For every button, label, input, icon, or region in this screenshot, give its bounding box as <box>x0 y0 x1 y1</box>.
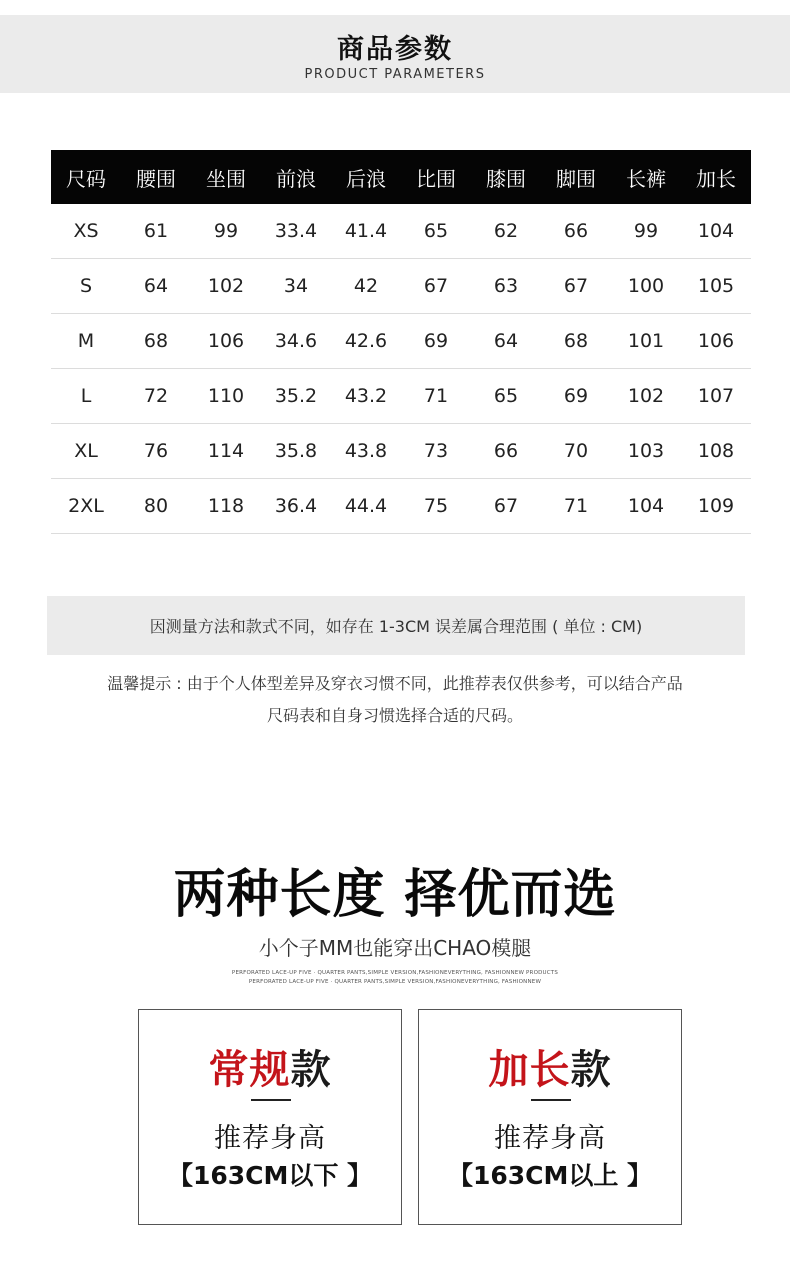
table-cell: 64 <box>143 275 169 297</box>
table-header-row <box>51 150 751 204</box>
table-cell: 102 <box>207 275 245 297</box>
card-height-range: 【163CM以下 】 <box>167 1161 373 1190</box>
table-cell: 61 <box>143 220 169 242</box>
card-title <box>419 1038 681 1095</box>
table-cell: 44.4 <box>344 495 388 517</box>
table-cell: 103 <box>627 440 665 462</box>
measurement-note <box>47 596 745 655</box>
table-cell: 63 <box>493 275 519 297</box>
table-cell: 68 <box>143 330 169 352</box>
size-tip-line: 温馨提示 : 由于个人体型差异及穿衣习惯不同，此推荐表仅供参考，可以结合产品 <box>107 674 683 693</box>
table-row <box>51 369 751 424</box>
card-regular-length <box>138 1009 402 1225</box>
column-header: 后浪 <box>346 166 386 191</box>
table-row <box>51 204 751 259</box>
table-cell: 68 <box>563 330 589 352</box>
table-row <box>51 424 751 479</box>
table-cell: 43.2 <box>344 385 388 407</box>
table-cell: 118 <box>207 495 245 517</box>
card-divider <box>531 1099 571 1101</box>
size-label-cell: S <box>79 275 93 297</box>
card-recommend-label: 推荐身高 <box>494 1123 606 1154</box>
table-row <box>51 314 751 369</box>
size-label-cell: XS <box>73 220 99 242</box>
card-long-length <box>418 1009 682 1225</box>
card-recommend-label: 推荐身高 <box>214 1123 326 1154</box>
table-row <box>51 259 751 314</box>
table-cell: 67 <box>563 275 589 297</box>
column-header: 脚围 <box>556 166 596 191</box>
table-cell: 75 <box>423 495 449 517</box>
table-cell: 101 <box>627 330 665 352</box>
table-row <box>51 479 751 534</box>
table-cell: 110 <box>207 385 245 407</box>
promo-slogan: 小个子MM也能穿出CHAO模腿 <box>258 936 532 960</box>
table-cell: 69 <box>563 385 589 407</box>
table-cell: 71 <box>423 385 449 407</box>
column-header: 坐围 <box>206 166 246 191</box>
table-cell: 67 <box>423 275 449 297</box>
column-header: 腰围 <box>136 166 176 191</box>
table-cell: 66 <box>493 440 519 462</box>
card-divider <box>251 1099 291 1101</box>
column-header: 尺码 <box>66 166 106 191</box>
size-tip-line: 尺码表和自身习惯选择合适的尺码。 <box>266 706 523 725</box>
table-cell: 104 <box>697 220 735 242</box>
table-cell: 35.8 <box>274 440 318 462</box>
card-title-suffix: 款 <box>570 1047 612 1093</box>
table-cell: 65 <box>493 385 519 407</box>
column-header: 膝围 <box>486 166 526 191</box>
table-cell: 106 <box>207 330 245 352</box>
column-header: 长裤 <box>626 166 666 191</box>
measurement-note-text: 因测量方法和款式不同，如存在 1-3CM 误差属合理范围 ( 单位 : CM) <box>149 617 643 636</box>
table-cell: 67 <box>493 495 519 517</box>
table-cell: 66 <box>563 220 589 242</box>
card-title-suffix: 款 <box>290 1047 332 1093</box>
page-subtitle: PRODUCT PARAMETERS <box>304 67 486 82</box>
table-cell: 105 <box>697 275 735 297</box>
card-title-accent: 加长 <box>488 1047 571 1093</box>
table-cell: 109 <box>697 495 735 517</box>
table-cell: 34 <box>283 275 309 297</box>
table-cell: 107 <box>697 385 735 407</box>
card-height-range: 【163CM以上 】 <box>447 1161 653 1190</box>
column-header: 前浪 <box>276 166 316 191</box>
table-cell: 71 <box>563 495 589 517</box>
table-cell: 64 <box>493 330 519 352</box>
table-cell: 62 <box>493 220 519 242</box>
table-body <box>51 204 751 534</box>
table-cell: 69 <box>423 330 449 352</box>
size-table <box>51 150 751 534</box>
table-cell: 35.2 <box>274 385 318 407</box>
table-cell: 108 <box>697 440 735 462</box>
table-cell: 41.4 <box>344 220 388 242</box>
table-cell: 72 <box>143 385 169 407</box>
table-cell: 99 <box>213 220 239 242</box>
promo-title: 两种长度 择优而选 <box>173 865 617 925</box>
size-label-cell: 2XL <box>68 495 104 517</box>
table-cell: 114 <box>207 440 245 462</box>
table-cell: 76 <box>143 440 169 462</box>
table-cell: 43.8 <box>344 440 388 462</box>
size-label-cell: L <box>80 385 92 407</box>
size-label-cell: M <box>77 330 95 352</box>
promo-fine-print: PERFORATED LACE-UP FIVE · QUARTER PANTS,SIMPLE VERSION,FASHIONEVERYTHING, FASHIONNEW <box>248 979 542 985</box>
card-title-accent: 常规 <box>208 1047 291 1093</box>
table-cell: 42.6 <box>344 330 388 352</box>
header-banner <box>0 15 790 93</box>
table-cell: 100 <box>627 275 665 297</box>
table-cell: 70 <box>563 440 589 462</box>
table-cell: 65 <box>423 220 449 242</box>
promo-fine-print: PERFORATED LACE-UP FIVE · QUARTER PANTS,SIMPLE VERSION,FASHIONEVERYTHING, FASHIONNEW PRODUCTS <box>231 970 559 976</box>
table-cell: 80 <box>143 495 169 517</box>
table-cell: 99 <box>633 220 659 242</box>
column-header: 加长 <box>696 166 736 191</box>
table-cell: 42 <box>353 275 379 297</box>
table-cell: 73 <box>423 440 449 462</box>
table-cell: 104 <box>627 495 665 517</box>
column-header: 比围 <box>416 166 456 191</box>
table-cell: 36.4 <box>274 495 318 517</box>
card-title <box>139 1038 401 1095</box>
table-cell: 106 <box>697 330 735 352</box>
page-title: 商品参数 <box>337 34 453 65</box>
size-label-cell: XL <box>74 440 98 462</box>
size-tip <box>40 668 750 732</box>
table-cell: 33.4 <box>274 220 318 242</box>
table-cell: 102 <box>627 385 665 407</box>
table-cell: 34.6 <box>274 330 318 352</box>
